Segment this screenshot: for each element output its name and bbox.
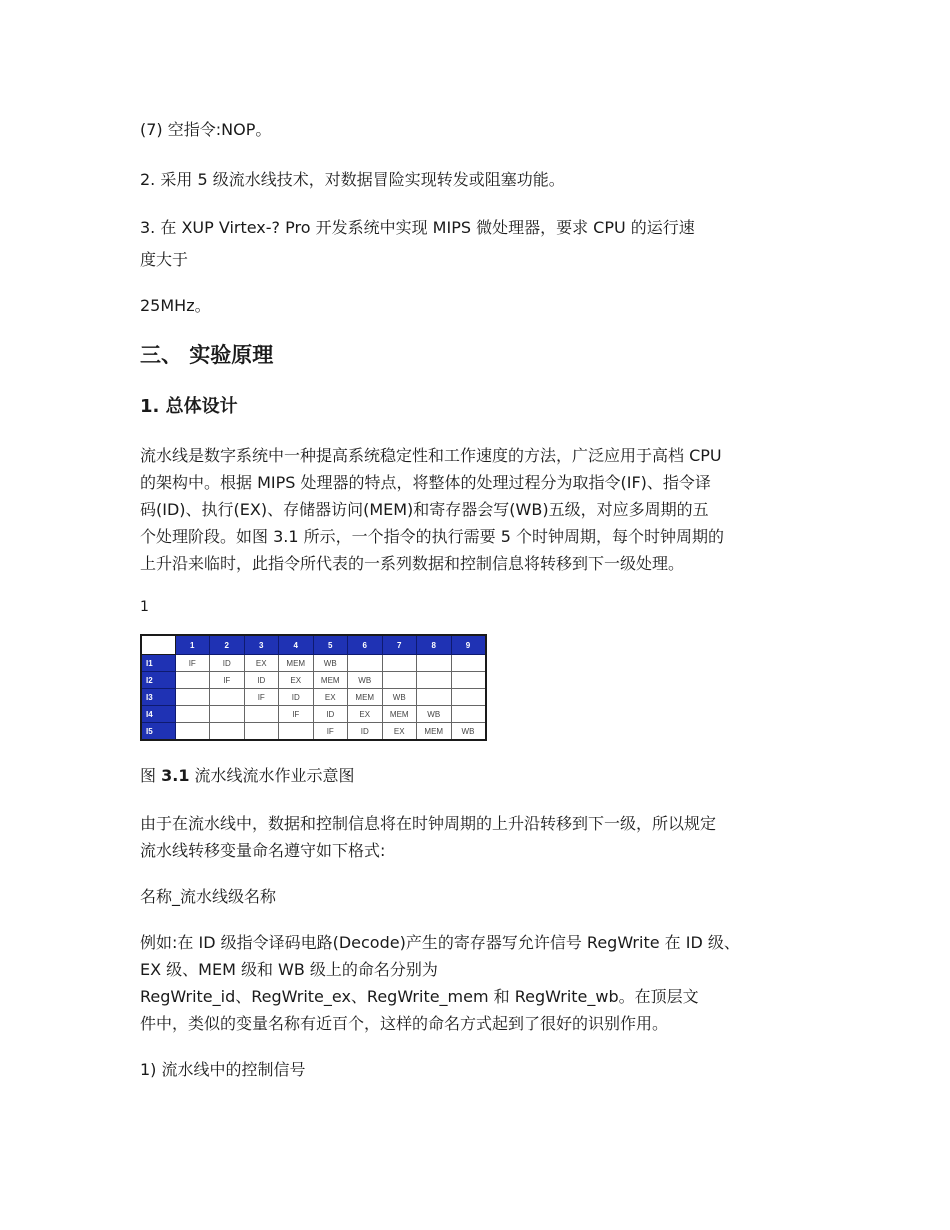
paragraph-line: 个处理阶段。如图 3.1 所示，一个指令的执行需要 5 个时钟周期，每个时钟周期的 (140, 527, 724, 546)
cycle-header-cell: 5 (313, 635, 348, 655)
stage-cell (417, 689, 452, 706)
stage-cell (417, 672, 452, 689)
paragraph-nop: (7) 空指令:NOP。 (140, 120, 272, 139)
paragraph-line: 件中，类似的变量名称有近百个，这样的命名方式起到了很好的识别作用。 (140, 1014, 669, 1033)
pipeline-table (140, 634, 487, 741)
stage-cell (244, 706, 279, 723)
paragraph-cpu-speed (140, 214, 820, 273)
paragraph-pipeline-requirement: 2. 采用 5 级流水线技术，对数据冒险实现转发或阻塞功能。 (140, 170, 565, 189)
stage-cell: IF (175, 655, 210, 672)
table-row (141, 655, 486, 672)
instruction-label-cell: I2 (141, 672, 175, 689)
subsection-heading: 1. 总体设计 (140, 396, 238, 417)
instruction-label-cell: I1 (141, 655, 175, 672)
stage-cell (451, 689, 486, 706)
paragraph-line: 的架构中。根据 MIPS 处理器的特点，将整体的处理过程分为取指令(IF)、指令译 (140, 473, 711, 492)
stage-cell (210, 706, 245, 723)
paragraph-frequency: 25MHz。 (140, 296, 211, 315)
table-header-row (141, 635, 486, 655)
stage-cell: IF (313, 723, 348, 741)
stage-cell (175, 689, 210, 706)
stage-cell (210, 689, 245, 706)
paragraph-line: 3. 在 XUP Virtex-? Pro 开发系统中实现 MIPS 微处理器，要求 CPU 的运行速 (140, 218, 695, 237)
stage-cell (348, 655, 383, 672)
table-row (141, 706, 486, 723)
stage-cell (451, 655, 486, 672)
stage-cell: ID (279, 689, 314, 706)
stage-cell: ID (210, 655, 245, 672)
paragraph-line: 流水线是数字系统中一种提高系统稳定性和工作速度的方法，广泛应用于高档 CPU (140, 446, 722, 465)
instruction-label-cell: I3 (141, 689, 175, 706)
stage-cell: MEM (313, 672, 348, 689)
stage-cell: IF (244, 689, 279, 706)
paragraph-line: RegWrite_id、RegWrite_ex、RegWrite_mem 和 RegWrite_wb。在顶层文 (140, 987, 699, 1006)
stage-cell: MEM (417, 723, 452, 741)
table-row (141, 689, 486, 706)
paragraph-line: 上升沿来临时，此指令所代表的一系列数据和控制信息将转移到下一级处理。 (140, 554, 685, 573)
caption-prefix: 图 (140, 766, 157, 785)
stage-cell: EX (348, 706, 383, 723)
stage-cell (210, 723, 245, 741)
stage-cell (244, 723, 279, 741)
paragraph-line: 流水线转移变量命名遵守如下格式: (140, 841, 386, 860)
stage-cell: EX (313, 689, 348, 706)
section-heading: 三、 实验原理 (140, 343, 274, 367)
stage-cell: WB (313, 655, 348, 672)
stage-cell (451, 672, 486, 689)
stage-cell: WB (417, 706, 452, 723)
stage-cell: EX (382, 723, 417, 741)
stage-cell (382, 672, 417, 689)
table-corner-cell (141, 635, 175, 655)
cycle-header-cell: 4 (279, 635, 314, 655)
stage-cell (279, 723, 314, 741)
caption-number: 3.1 (161, 766, 190, 785)
stage-cell: ID (313, 706, 348, 723)
figure-marker: 1 (140, 599, 149, 615)
paragraph-line: 由于在流水线中，数据和控制信息将在时钟周期的上升沿转移到下一级，所以规定 (140, 814, 717, 833)
stage-cell (417, 655, 452, 672)
stage-cell: WB (382, 689, 417, 706)
stage-cell (175, 672, 210, 689)
stage-cell: ID (348, 723, 383, 741)
paragraph-line: 码(ID)、执行(EX)、存储器访问(MEM)和寄存器会写(WB)五级，对应多周期的五 (140, 500, 709, 519)
stage-cell: MEM (382, 706, 417, 723)
paragraph-example (140, 929, 820, 1037)
table-row (141, 672, 486, 689)
paragraph-intro (140, 442, 820, 577)
stage-cell: EX (279, 672, 314, 689)
paragraph-control-signals: 1) 流水线中的控制信号 (140, 1060, 306, 1079)
paragraph-line: 度大于 (140, 250, 189, 269)
stage-cell (451, 706, 486, 723)
instruction-label-cell: I4 (141, 706, 175, 723)
paragraph-naming-rule (140, 810, 820, 864)
cycle-header-cell: 6 (348, 635, 383, 655)
stage-cell: MEM (279, 655, 314, 672)
stage-cell: WB (451, 723, 486, 741)
stage-cell: EX (244, 655, 279, 672)
paragraph-line: 例如:在 ID 级指令译码电路(Decode)产生的寄存器写允许信号 RegWrite 在 ID 级、 (140, 933, 740, 952)
stage-cell: IF (279, 706, 314, 723)
paragraph-line: EX 级、MEM 级和 WB 级上的命名分别为 (140, 960, 438, 979)
cycle-header-cell: 8 (417, 635, 452, 655)
table-row (141, 723, 486, 741)
figure-caption (140, 764, 355, 788)
cycle-header-cell: 7 (382, 635, 417, 655)
cycle-header-cell: 1 (175, 635, 210, 655)
cycle-header-cell: 2 (210, 635, 245, 655)
stage-cell: WB (348, 672, 383, 689)
stage-cell: ID (244, 672, 279, 689)
cycle-header-cell: 3 (244, 635, 279, 655)
caption-text: 流水线流水作业示意图 (194, 766, 355, 785)
stage-cell (175, 723, 210, 741)
stage-cell (175, 706, 210, 723)
naming-format: 名称_流水线级名称 (140, 887, 277, 906)
cycle-header-cell: 9 (451, 635, 486, 655)
stage-cell (382, 655, 417, 672)
stage-cell: MEM (348, 689, 383, 706)
stage-cell: IF (210, 672, 245, 689)
instruction-label-cell: I5 (141, 723, 175, 741)
